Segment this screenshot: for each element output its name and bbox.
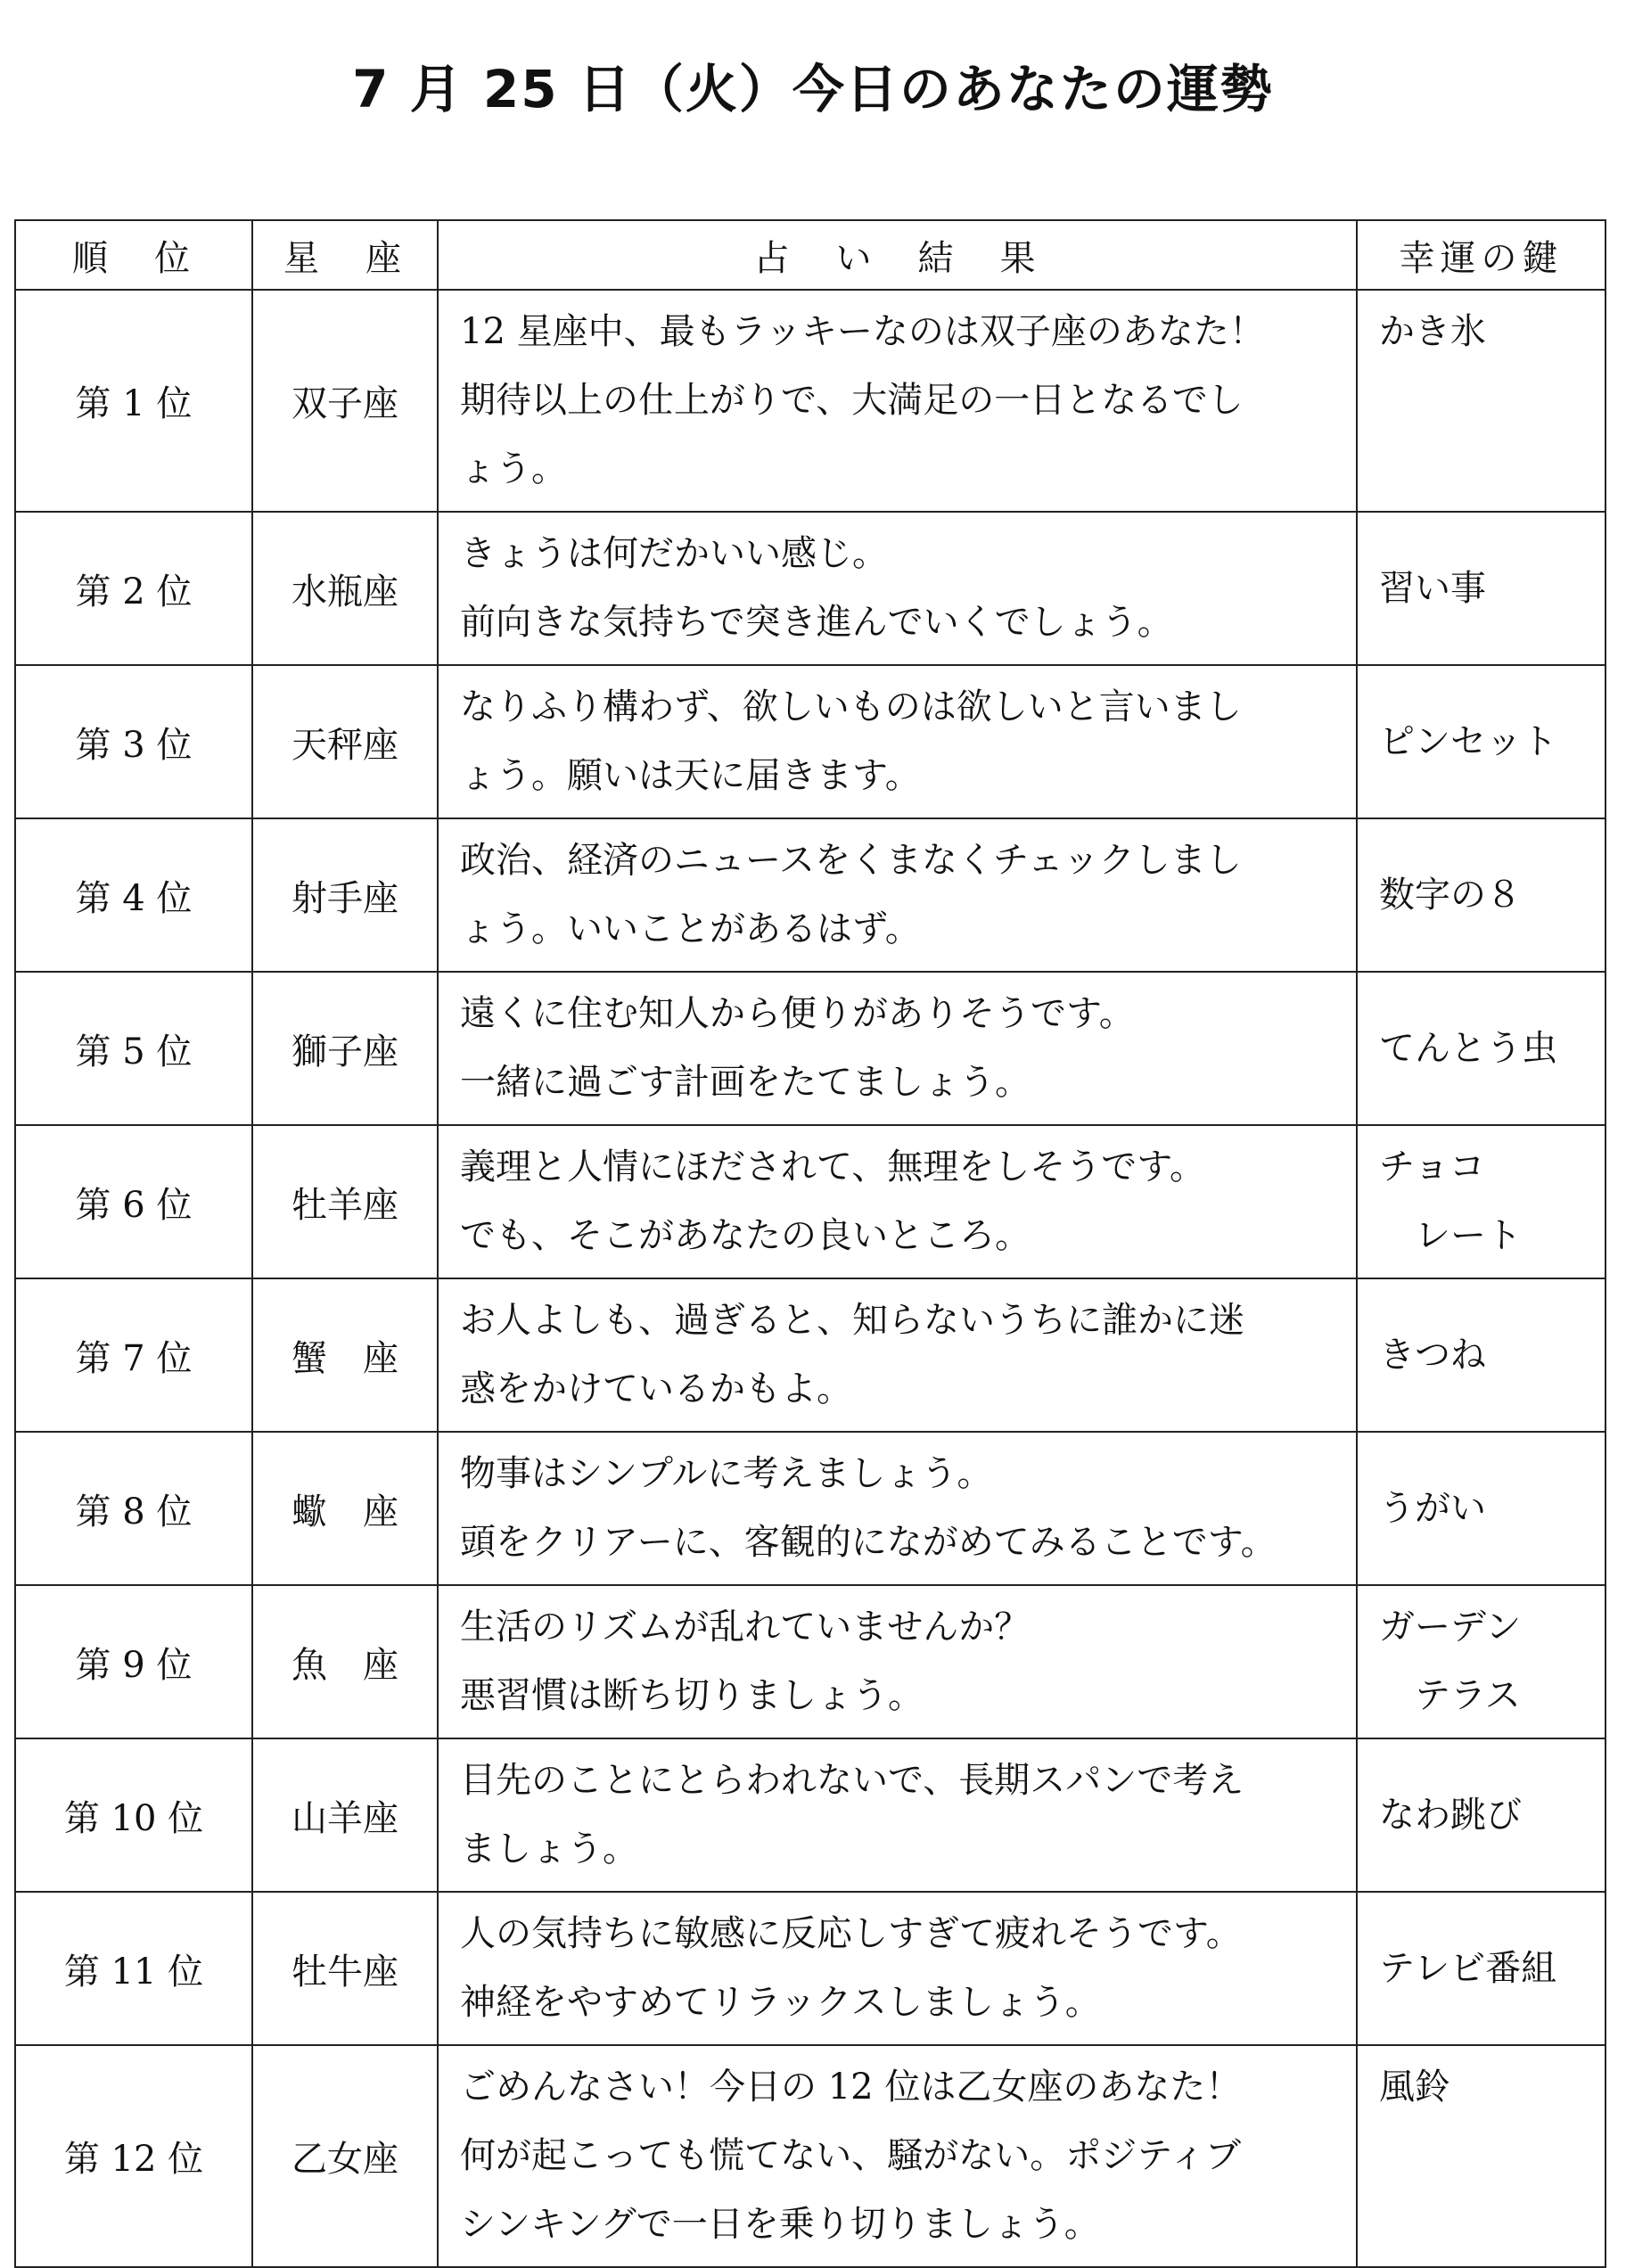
result-line: ょう。 [460, 448, 567, 489]
result-line: 物事はシンプルに考えましょう。 [460, 1453, 993, 1494]
key-cell [1357, 1892, 1605, 2045]
sign-cell: 牡牛座 [252, 1892, 438, 2045]
result-cell [438, 818, 1357, 972]
key-line: レート [1415, 1215, 1522, 1256]
key-cell [1357, 290, 1605, 512]
result-cell [438, 972, 1357, 1125]
key-line: てんとう虫 [1379, 1027, 1557, 1069]
key-line: テレビ番組 [1379, 1947, 1557, 1989]
result-cell [438, 1432, 1357, 1585]
rank-cell: 第 3 位 [15, 665, 252, 818]
result-line: 頭をクリアーに、客観的にながめてみることです。 [460, 1522, 1277, 1563]
key-line: ピンセット [1379, 720, 1557, 762]
sign-cell: 射手座 [252, 818, 438, 972]
result-line: 何が起こっても慌てない、騒がない。ポジティブ [460, 2135, 1241, 2176]
result-line: 12 星座中、最もラッキーなのは双子座のあなた！ [460, 311, 1265, 352]
rank-cell: 第 9 位 [15, 1585, 252, 1738]
rank-cell: 第 7 位 [15, 1278, 252, 1432]
key-line: チョコ [1379, 1146, 1485, 1187]
result-line: 神経をやすめてリラックスしましょう。 [460, 1982, 1101, 2023]
result-line: でも、そこがあなたの良いところ。 [460, 1215, 1031, 1256]
key-cell [1357, 1125, 1605, 1278]
result-line: ましょう。 [460, 1828, 638, 1869]
result-cell [438, 1892, 1357, 2045]
result-line: ごめんなさい！今日の 12 位は乙女座のあなた！ [460, 2067, 1242, 2108]
result-cell [438, 1278, 1357, 1432]
result-line: 生活のリズムが乱れていませんか？ [460, 1606, 1031, 1648]
header-result: 占 い 結 果 [438, 220, 1357, 290]
rank-cell: 第 4 位 [15, 818, 252, 972]
table-row [15, 972, 1605, 1125]
key-line: うがい [1379, 1487, 1486, 1529]
rank-cell: 第 12 位 [15, 2045, 252, 2267]
result-line: 期待以上の仕上がりで、大満足の一日となるでし [460, 380, 1244, 421]
result-line: なりふり構わず、欲しいものは欲しいと言いまし [460, 686, 1242, 727]
fortune-table [14, 219, 1606, 2268]
rank-cell: 第 6 位 [15, 1125, 252, 1278]
table-row [15, 2045, 1605, 2267]
sign-cell: 牡羊座 [252, 1125, 438, 1278]
table-row [15, 1738, 1605, 1892]
table-row [15, 1432, 1605, 1585]
table-row [15, 665, 1605, 818]
result-line: シンキングで一日を乗り切りましょう。 [460, 2204, 1100, 2245]
sign-cell: 蟹 座 [252, 1278, 438, 1432]
result-cell [438, 665, 1357, 818]
key-line: かき氷 [1379, 311, 1486, 352]
key-cell [1357, 1738, 1605, 1892]
sign-cell: 魚 座 [252, 1585, 438, 1738]
key-cell [1357, 512, 1605, 665]
header-row [15, 220, 1605, 290]
key-line: ガーデン [1379, 1606, 1522, 1648]
sign-cell: 獅子座 [252, 972, 438, 1125]
sign-cell: 蠍 座 [252, 1432, 438, 1585]
key-cell [1357, 972, 1605, 1125]
key-cell [1357, 818, 1605, 972]
sign-cell: 水瓶座 [252, 512, 438, 665]
table-row [15, 512, 1605, 665]
result-line: 惑をかけているかもよ。 [460, 1368, 852, 1409]
key-cell [1357, 1585, 1605, 1738]
sign-cell: 山羊座 [252, 1738, 438, 1892]
result-line: 一緒に過ごす計画をたてましょう。 [460, 1062, 1031, 1103]
table-row [15, 290, 1605, 512]
page-title: 7 月 25 日（火）今日のあなたの運勢 [352, 59, 1274, 119]
rank-cell: 第 11 位 [15, 1892, 252, 2045]
key-cell [1357, 1278, 1605, 1432]
result-cell [438, 2045, 1357, 2267]
rank-cell: 第 8 位 [15, 1432, 252, 1585]
result-line: お人よしも、過ぎると、知らないうちに誰かに迷 [460, 1300, 1244, 1341]
result-line: 悪習慣は断ち切りましょう。 [460, 1675, 924, 1716]
result-line: 前向きな気持ちで突き進んでいくでしょう。 [460, 602, 1173, 643]
rank-cell: 第 10 位 [15, 1738, 252, 1892]
result-cell [438, 512, 1357, 665]
table-row [15, 1278, 1605, 1432]
key-line: テラス [1415, 1675, 1521, 1716]
result-line: きょうは何だかいい感じ。 [460, 533, 888, 574]
result-line: 政治、経済のニュースをくまなくチェックしまし [460, 840, 1242, 881]
rank-cell: 第 1 位 [15, 290, 252, 512]
result-line: ょう。いいことがあるはず。 [460, 908, 921, 949]
key-cell [1357, 665, 1605, 818]
result-line: 義理と人情にほだされて、無理をしそうです。 [460, 1146, 1205, 1187]
key-line: 習い事 [1379, 567, 1486, 609]
key-line: 数字の８ [1379, 874, 1522, 916]
header-rank: 順 位 [15, 220, 252, 290]
key-cell [1357, 2045, 1605, 2267]
sign-cell: 乙女座 [252, 2045, 438, 2267]
key-line: 風鈴 [1379, 2067, 1450, 2108]
result-line: ょう。願いは天に届きます。 [460, 755, 921, 796]
key-line: なわ跳び [1379, 1794, 1522, 1836]
rank-cell: 第 5 位 [15, 972, 252, 1125]
sign-cell: 天秤座 [252, 665, 438, 818]
key-cell [1357, 1432, 1605, 1585]
result-line: 人の気持ちに敏感に反応しすぎて疲れそうです。 [460, 1913, 1242, 1954]
result-cell [438, 1125, 1357, 1278]
header-sign: 星 座 [252, 220, 438, 290]
key-line: きつね [1379, 1334, 1486, 1376]
header-key: 幸運の鍵 [1357, 220, 1605, 290]
result-line: 目先のことにとらわれないで、長期スパンで考え [460, 1760, 1244, 1801]
result-cell [438, 290, 1357, 512]
table-row [15, 1892, 1605, 2045]
result-line: 遠くに住む知人から便りがありそうです。 [460, 993, 1135, 1034]
table-row [15, 1585, 1605, 1738]
table-row [15, 818, 1605, 972]
sign-cell: 双子座 [252, 290, 438, 512]
table-row [15, 1125, 1605, 1278]
result-cell [438, 1738, 1357, 1892]
result-cell [438, 1585, 1357, 1738]
rank-cell: 第 2 位 [15, 512, 252, 665]
